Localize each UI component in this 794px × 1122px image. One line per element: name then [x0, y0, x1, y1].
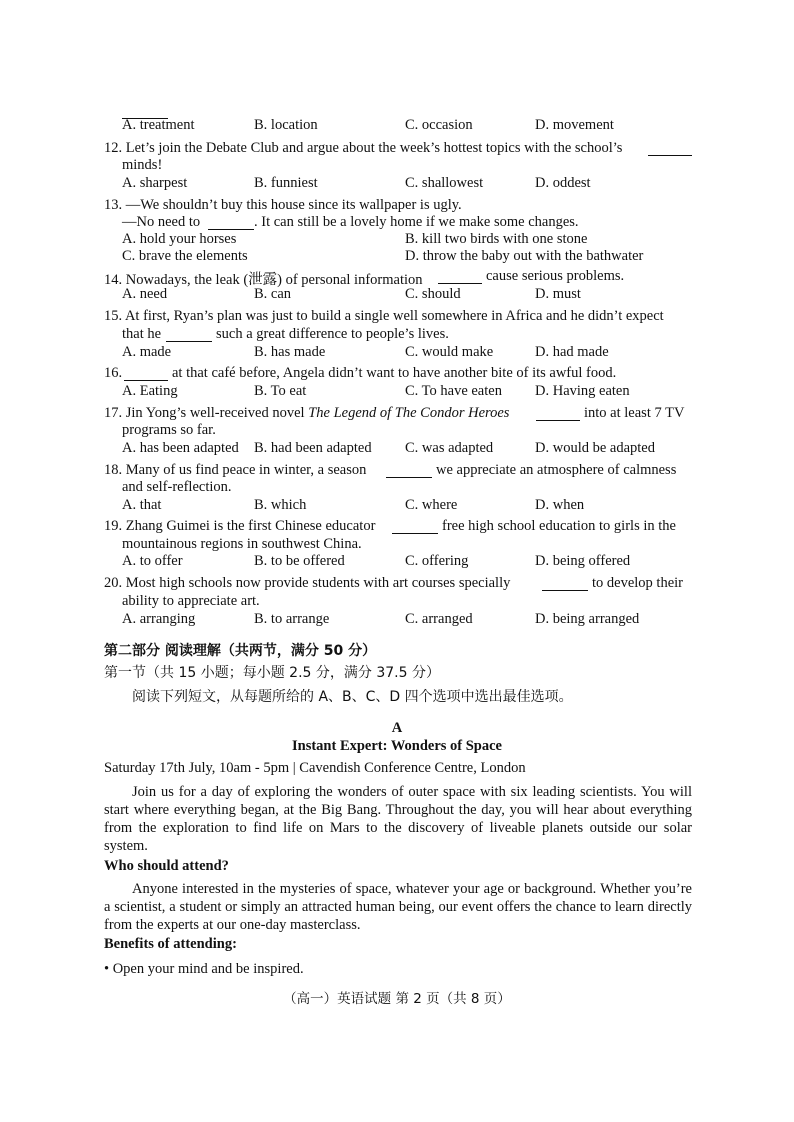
q11-option-a: A. treatment — [122, 117, 195, 133]
section-2-heading: 第二部分 阅读理解（共两节，满分 50 分） — [104, 643, 377, 659]
q15-option-a: A. made — [122, 344, 172, 360]
q15-option-b: B. has made — [254, 344, 326, 360]
q15-stem-line2b: such a great difference to people’s lives. — [216, 326, 449, 342]
q11-option-c: C. occasion — [405, 117, 473, 133]
q14-stem: 14. Nowadays, the leak (泄露) of personal information — [104, 272, 423, 288]
q14-option-d: D. must — [535, 286, 581, 302]
passage-paragraph-2: Anyone interested in the mysteries of space, whatever your age or background. Whether you’re a scientist, a student or simply an attracted human being, our event offers the chance to learn directly from the experts at our one-day masterclass. — [104, 881, 692, 933]
q16-option-c: C. To have eaten — [405, 383, 502, 399]
q12-stem: 12. Let’s join the Debate Club and argue about the week’s hottest topics with the school’s — [104, 140, 623, 156]
who-should-attend-heading: Who should attend? — [104, 858, 229, 874]
q16-option-b: B. To eat — [254, 383, 307, 399]
q18-answer-blank — [386, 465, 432, 478]
q17-stem-head — [104, 405, 509, 422]
q13-option-b: B. kill two birds with one stone — [405, 231, 588, 247]
q12-option-c: C. shallowest — [405, 175, 484, 191]
q20-option-d: D. being arranged — [535, 611, 640, 627]
q11-option-b: B. location — [254, 117, 318, 133]
q17-novel-title: The Legend of The Condor Heroes — [308, 405, 510, 421]
q17-stem-line2: programs so far. — [122, 422, 216, 438]
q18-stem-line2: and self-reflection. — [122, 479, 232, 495]
q13-option-c: C. brave the elements — [122, 248, 248, 264]
q13-stem-line2a: —No need to — [122, 214, 201, 230]
q19-stem-line2: mountainous regions in southwest China. — [122, 536, 362, 552]
q20-stem-tail: to develop their — [592, 575, 684, 591]
q17-option-d: D. would be adapted — [535, 440, 655, 456]
q12-stem-line2: minds! — [122, 157, 163, 173]
q19-option-b: B. to be offered — [254, 553, 345, 569]
q17-stem-tail: into at least 7 TV — [584, 405, 685, 421]
q20-option-b: B. to arrange — [254, 611, 330, 627]
q11-option-d: D. movement — [535, 117, 614, 133]
q18-option-c: C. where — [405, 497, 458, 513]
q15-option-d: D. had made — [535, 344, 609, 360]
q20-stem: 20. Most high schools now provide students with art courses specially — [104, 575, 511, 591]
benefit-text: Open your mind and be inspired. — [112, 961, 304, 977]
q16-option-d: D. Having eaten — [535, 383, 630, 399]
q19-option-d: D. being offered — [535, 553, 631, 569]
q16-stem: at that café before, Angela didn’t want to have another bite of its awful food. — [172, 365, 617, 381]
q12-option-d: D. oddest — [535, 175, 591, 191]
q14-option-b: B. can — [254, 286, 292, 302]
q20-stem-line2: ability to appreciate art. — [122, 593, 260, 609]
passage-paragraph-1: Join us for a day of exploring the wonders of outer space with six leading scientists. You will start where everything began, at the Big Bang. Throughout the day, you will hear about everything from the exploration to find life on Mars to the discovery of liveable planets outside our solar system. — [104, 784, 692, 854]
q19-answer-blank — [392, 521, 438, 534]
q17-option-c: C. was adapted — [405, 440, 494, 456]
benefits-heading: Benefits of attending: — [104, 936, 237, 952]
q16-option-a: A. Eating — [122, 383, 178, 399]
bullet-icon: • — [104, 961, 113, 977]
q19-stem: 19. Zhang Guimei is the first Chinese educator — [104, 518, 376, 534]
q19-option-c: C. offering — [405, 553, 469, 569]
passage-dateline: Saturday 17th July, 10am - 5pm | Cavendish Conference Centre, London — [104, 760, 526, 776]
page-footer: （高一）英语试题 第 2 页（共 8 页） — [283, 991, 511, 1007]
q15-stem-line2a: that he — [122, 326, 162, 342]
q14-stem-tail: cause serious problems. — [486, 268, 625, 284]
q16-number: 16. — [104, 365, 123, 381]
q18-option-a: A. that — [122, 497, 162, 513]
q15-option-c: C. would make — [405, 344, 494, 360]
section-2-instruction: 阅读下列短文，从每题所给的 A、B、C、D 四个选项中选出最佳选项。 — [132, 689, 573, 705]
q18-stem: 18. Many of us find peace in winter, a season — [104, 462, 367, 478]
q19-stem-tail: free high school education to girls in the — [442, 518, 676, 534]
q20-option-a: A. arranging — [122, 611, 196, 627]
q13-stem-line2b: . It can still be a lovely home if we make some changes. — [254, 214, 579, 230]
q17-option-b: B. had been adapted — [254, 440, 372, 456]
q18-option-b: B. which — [254, 497, 307, 513]
q12-option-a: A. sharpest — [122, 175, 188, 191]
q12-option-b: B. funniest — [254, 175, 318, 191]
q13-answer-blank — [208, 217, 254, 230]
q15-stem: 15. At first, Ryan’s plan was just to build a single well somewhere in Africa and he didn’t expect — [104, 308, 664, 324]
section-2-subheading: 第一节（共 15 小题；每小题 2.5 分，满分 37.5 分） — [104, 665, 440, 681]
q14-option-c: C. should — [405, 286, 461, 302]
q20-answer-blank — [542, 578, 588, 591]
q18-option-d: D. when — [535, 497, 585, 513]
q17-option-a: A. has been adapted — [122, 440, 239, 456]
q13-option-d: D. throw the baby out with the bathwater — [405, 248, 644, 264]
q17-stem-text: 17. Jin Yong’s well-received novel — [104, 405, 305, 421]
passage-title: Instant Expert: Wonders of Space — [292, 738, 502, 754]
q14-answer-blank — [438, 271, 482, 284]
benefit-bullet-1 — [104, 961, 304, 978]
q20-option-c: C. arranged — [405, 611, 473, 627]
q14-option-a: A. need — [122, 286, 168, 302]
q13-option-a: A. hold your horses — [122, 231, 237, 247]
q18-stem-tail: we appreciate an atmosphere of calmness — [436, 462, 677, 478]
q15-answer-blank — [166, 329, 212, 342]
q19-option-a: A. to offer — [122, 553, 183, 569]
q13-stem: 13. —We shouldn’t buy this house since its wallpaper is ugly. — [104, 197, 462, 213]
q17-answer-blank — [536, 408, 580, 421]
q16-answer-blank — [124, 368, 168, 381]
passage-letter: A — [391, 720, 403, 736]
q12-answer-blank — [648, 143, 692, 156]
